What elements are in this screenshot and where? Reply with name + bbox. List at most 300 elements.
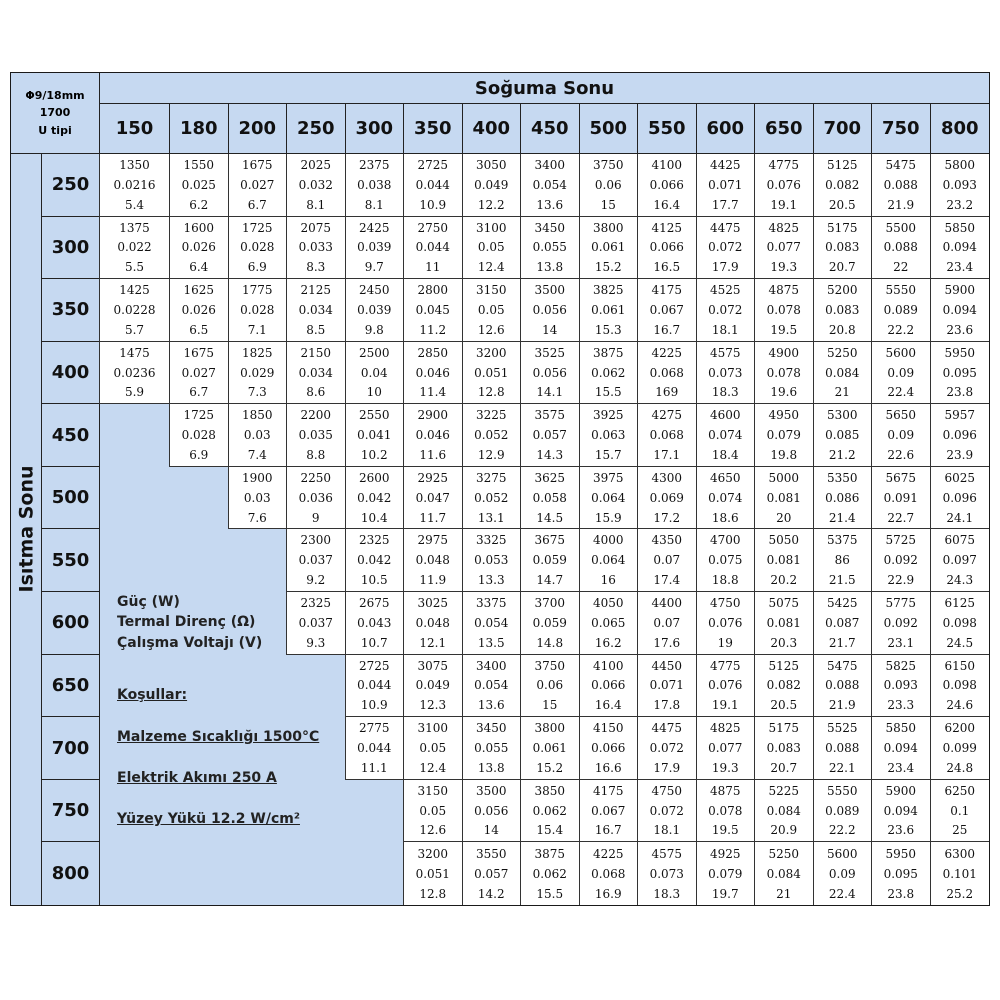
table-cell xyxy=(345,717,405,780)
cell-power: 4775 xyxy=(768,157,800,172)
cell-thermal-resistance: 0.084 xyxy=(766,866,801,881)
cell-voltage: 19.5 xyxy=(711,823,739,838)
column-header-600: 600 xyxy=(697,104,756,154)
cell-voltage: 10.9 xyxy=(360,698,388,713)
cell-power: 5475 xyxy=(826,658,858,673)
table-cell xyxy=(637,279,697,342)
table-cell xyxy=(228,342,288,405)
cell-power: 5950 xyxy=(885,846,917,861)
cell-voltage: 9.7 xyxy=(364,260,384,275)
empty-region xyxy=(100,842,404,905)
cell-power: 5600 xyxy=(885,345,917,360)
cell-thermal-resistance: 0.07 xyxy=(653,553,681,568)
table-cell xyxy=(871,592,931,655)
cell-thermal-resistance: 0.091 xyxy=(883,490,918,505)
cell-power: 5500 xyxy=(885,220,917,235)
cell-voltage: 19.7 xyxy=(711,886,739,901)
row-header-650: 650 xyxy=(42,655,100,718)
cell-power: 5075 xyxy=(768,596,800,610)
cell-voltage: 11.1 xyxy=(360,760,388,775)
cell-voltage: 17.4 xyxy=(653,573,681,588)
cell-voltage: 10.2 xyxy=(360,447,388,462)
cell-thermal-resistance: 0.064 xyxy=(591,490,626,505)
cell-thermal-resistance: 0.057 xyxy=(474,866,509,881)
cell-thermal-resistance: 0.068 xyxy=(591,866,626,881)
cell-thermal-resistance: 0.064 xyxy=(591,553,626,568)
cell-voltage: 19.1 xyxy=(711,698,739,713)
cell-power: 2550 xyxy=(358,408,390,423)
column-header-500: 500 xyxy=(580,104,639,154)
cell-thermal-resistance: 0.057 xyxy=(532,428,567,443)
cell-voltage: 5.4 xyxy=(124,197,145,212)
cell-thermal-resistance: 0.099 xyxy=(942,741,977,756)
table-cell xyxy=(813,842,873,905)
cell-voltage: 14.7 xyxy=(536,573,564,588)
cell-voltage: 21 xyxy=(776,886,792,901)
cell-voltage: 11.7 xyxy=(419,510,447,525)
table-cell xyxy=(345,467,405,530)
cell-thermal-resistance: 0.074 xyxy=(708,490,743,505)
row-header-450: 450 xyxy=(42,404,100,467)
cell-thermal-resistance: 0.088 xyxy=(825,678,860,693)
cell-thermal-resistance: 0.072 xyxy=(708,240,743,255)
table-cell xyxy=(813,217,873,280)
cell-thermal-resistance: 0.066 xyxy=(649,177,684,192)
column-header-700: 700 xyxy=(814,104,873,154)
cell-power: 2300 xyxy=(300,533,332,548)
cell-thermal-resistance: 0.068 xyxy=(649,428,684,443)
table-cell xyxy=(813,780,873,843)
table-cell xyxy=(403,529,463,592)
cell-power: 5850 xyxy=(885,721,917,736)
table-cell xyxy=(930,404,990,467)
cell-power: 4475 xyxy=(709,220,741,235)
table-cell xyxy=(813,279,873,342)
cell-power: 3675 xyxy=(534,533,566,548)
cell-power: 3325 xyxy=(475,533,507,548)
cell-thermal-resistance: 0.054 xyxy=(474,678,509,693)
cell-power: 5950 xyxy=(944,345,976,360)
cell-power: 2325 xyxy=(358,533,390,548)
cell-thermal-resistance: 0.066 xyxy=(591,678,626,693)
table-cell xyxy=(871,342,931,405)
table-cell xyxy=(462,592,522,655)
cell-thermal-resistance: 0.035 xyxy=(298,428,333,443)
row-header-550: 550 xyxy=(42,529,100,592)
cell-thermal-resistance: 0.0228 xyxy=(113,302,156,317)
table-cell xyxy=(403,467,463,530)
cell-voltage: 22.1 xyxy=(828,760,856,775)
table-cell xyxy=(520,154,580,217)
table-cell xyxy=(930,529,990,592)
cell-thermal-resistance: 0.027 xyxy=(181,365,216,380)
table-cell xyxy=(403,842,463,905)
cell-power: 5850 xyxy=(944,220,976,235)
cell-power: 5650 xyxy=(885,408,917,423)
row-header-400: 400 xyxy=(42,342,100,405)
cell-voltage: 7.1 xyxy=(247,322,267,337)
table-cell xyxy=(520,655,580,718)
table-cell xyxy=(930,842,990,905)
table-cell xyxy=(462,217,522,280)
table-cell xyxy=(930,780,990,843)
cell-thermal-resistance: 0.055 xyxy=(474,741,509,756)
column-header-250: 250 xyxy=(287,104,346,154)
cell-power: 5825 xyxy=(885,658,917,673)
cell-thermal-resistance: 0.033 xyxy=(298,240,333,255)
cell-thermal-resistance: 0.062 xyxy=(591,365,626,380)
cell-voltage: 20 xyxy=(776,510,792,525)
cell-power: 5600 xyxy=(826,846,858,861)
cell-thermal-resistance: 0.03 xyxy=(243,490,271,505)
cell-thermal-resistance: 0.072 xyxy=(708,302,743,317)
cell-power: 3100 xyxy=(475,220,507,235)
cell-thermal-resistance: 0.044 xyxy=(415,177,450,192)
cell-thermal-resistance: 0.071 xyxy=(649,678,684,693)
table-cell xyxy=(462,342,522,405)
table-cell xyxy=(696,780,756,843)
cell-voltage: 13.6 xyxy=(536,197,564,212)
cell-thermal-resistance: 0.051 xyxy=(474,365,509,380)
cell-power: 5175 xyxy=(768,721,800,736)
table-cell xyxy=(579,154,639,217)
cell-power: 3025 xyxy=(417,596,449,610)
table-cell xyxy=(813,404,873,467)
cell-voltage: 22.7 xyxy=(887,510,915,525)
cell-voltage: 16.7 xyxy=(594,823,622,838)
cell-power: 2775 xyxy=(358,721,390,736)
table-cell xyxy=(286,279,346,342)
table-cell xyxy=(345,655,405,718)
legend-electric-current: Elektrik Akımı 250 A xyxy=(117,770,277,786)
cell-power: 3700 xyxy=(534,596,566,610)
table-cell xyxy=(579,217,639,280)
cell-voltage: 16.6 xyxy=(594,760,622,775)
table-cell xyxy=(696,467,756,530)
cell-power: 2200 xyxy=(300,408,332,423)
empty-region xyxy=(100,529,287,592)
cell-power: 6075 xyxy=(944,533,976,548)
table-cell xyxy=(345,342,405,405)
cell-voltage: 12.4 xyxy=(419,760,447,775)
cell-thermal-resistance: 0.028 xyxy=(181,428,216,443)
cell-thermal-resistance: 0.095 xyxy=(883,866,918,881)
cell-thermal-resistance: 0.046 xyxy=(415,365,450,380)
row-header-300: 300 xyxy=(42,217,100,280)
cell-thermal-resistance: 0.082 xyxy=(825,177,860,192)
cell-voltage: 23.1 xyxy=(887,635,915,650)
cell-voltage: 12.4 xyxy=(477,260,505,275)
cell-power: 6300 xyxy=(944,846,976,861)
cell-power: 2975 xyxy=(417,533,449,548)
cell-voltage: 10.4 xyxy=(360,510,388,525)
cell-voltage: 7.4 xyxy=(247,447,267,462)
cell-thermal-resistance: 0.049 xyxy=(474,177,509,192)
cell-voltage: 16.4 xyxy=(653,197,681,212)
table-cell xyxy=(930,655,990,718)
cell-voltage: 8.1 xyxy=(306,197,326,212)
cell-voltage: 14.5 xyxy=(536,510,564,525)
table-cell xyxy=(637,842,697,905)
cell-voltage: 8.5 xyxy=(306,322,326,337)
cell-thermal-resistance: 0.037 xyxy=(298,615,333,630)
table-cell xyxy=(754,404,814,467)
cell-voltage: 9.8 xyxy=(364,322,384,337)
table-cell xyxy=(579,529,639,592)
cell-voltage: 22.2 xyxy=(828,823,856,838)
cell-voltage: 14.1 xyxy=(536,385,564,400)
cell-thermal-resistance: 0.056 xyxy=(532,302,567,317)
cell-thermal-resistance: 0.061 xyxy=(591,240,626,255)
table-cell xyxy=(228,467,288,530)
cell-voltage: 5.5 xyxy=(124,260,145,275)
cell-voltage: 18.3 xyxy=(711,385,739,400)
cell-thermal-resistance: 0.094 xyxy=(883,741,918,756)
corner-length: 1700 xyxy=(39,106,71,120)
cell-power: 6250 xyxy=(944,783,976,798)
cell-power: 1900 xyxy=(241,470,273,485)
table-cell xyxy=(637,217,697,280)
cell-power: 3200 xyxy=(417,846,449,861)
cell-thermal-resistance: 0.061 xyxy=(532,741,567,756)
table-cell xyxy=(754,592,814,655)
cell-power: 2725 xyxy=(358,658,390,673)
table-cell xyxy=(462,404,522,467)
cell-power: 2075 xyxy=(300,220,332,235)
cell-thermal-resistance: 0.079 xyxy=(708,866,743,881)
cell-voltage: 9.2 xyxy=(306,573,326,588)
cell-voltage: 6.7 xyxy=(247,197,267,212)
cell-voltage: 5.7 xyxy=(124,322,145,337)
cell-voltage: 16 xyxy=(600,573,616,588)
table-cell xyxy=(696,655,756,718)
cell-thermal-resistance: 0.027 xyxy=(240,177,275,192)
table-cell xyxy=(286,529,346,592)
cell-voltage: 13.8 xyxy=(477,760,505,775)
cell-thermal-resistance: 0.048 xyxy=(415,615,450,630)
cell-voltage: 7.6 xyxy=(247,510,267,525)
cell-thermal-resistance: 0.089 xyxy=(883,302,918,317)
cell-power: 3575 xyxy=(534,408,566,423)
cell-voltage: 24.8 xyxy=(946,760,974,775)
table-cell xyxy=(696,592,756,655)
table-cell xyxy=(754,467,814,530)
cell-thermal-resistance: 0.092 xyxy=(883,615,918,630)
cell-voltage: 8.6 xyxy=(306,385,326,400)
cell-voltage: 22 xyxy=(893,260,909,275)
cell-thermal-resistance: 0.042 xyxy=(357,553,392,568)
table-cell xyxy=(930,279,990,342)
table-cell xyxy=(754,154,814,217)
cell-thermal-resistance: 0.0216 xyxy=(113,177,156,192)
table-cell xyxy=(345,279,405,342)
cell-thermal-resistance: 0.053 xyxy=(474,553,509,568)
table-cell xyxy=(579,842,639,905)
cell-power: 2725 xyxy=(417,157,449,172)
cell-power: 4125 xyxy=(651,220,683,235)
table-cell xyxy=(520,717,580,780)
cell-thermal-resistance: 0.051 xyxy=(415,866,450,881)
table-cell xyxy=(813,342,873,405)
cell-thermal-resistance: 0.041 xyxy=(357,428,392,443)
table-cell xyxy=(403,279,463,342)
cell-thermal-resistance: 0.093 xyxy=(883,678,918,693)
cell-voltage: 23.8 xyxy=(946,385,974,400)
cell-power: 4875 xyxy=(709,783,741,798)
cell-power: 4650 xyxy=(709,470,741,485)
cell-power: 1600 xyxy=(183,220,215,235)
table-cell xyxy=(871,780,931,843)
cell-power: 4175 xyxy=(651,283,683,298)
cell-voltage: 23.3 xyxy=(887,698,915,713)
table-cell xyxy=(871,655,931,718)
cell-voltage: 20.7 xyxy=(828,260,856,275)
cell-thermal-resistance: 0.062 xyxy=(532,803,567,818)
row-header-250: 250 xyxy=(42,154,100,217)
cell-power: 4350 xyxy=(651,533,683,548)
row-header-800: 800 xyxy=(42,842,100,905)
cell-voltage: 6.4 xyxy=(189,260,209,275)
row-header-600: 600 xyxy=(42,592,100,655)
legend-material-temperature: Malzeme Sıcaklığı 1500°C xyxy=(117,729,320,745)
table-cell xyxy=(286,154,346,217)
table-cell xyxy=(754,842,814,905)
cell-voltage: 19.3 xyxy=(711,760,739,775)
cell-voltage: 12.8 xyxy=(419,886,447,901)
cell-power: 2125 xyxy=(300,283,332,298)
cell-voltage: 20.3 xyxy=(770,635,798,650)
table-cell xyxy=(462,467,522,530)
table-cell xyxy=(871,842,931,905)
table-cell xyxy=(930,342,990,405)
cell-voltage: 17.8 xyxy=(653,698,681,713)
table-cell xyxy=(286,342,346,405)
cell-power: 2250 xyxy=(300,470,332,485)
cell-power: 2325 xyxy=(300,596,332,610)
cell-power: 3375 xyxy=(475,596,507,610)
cell-voltage: 20.5 xyxy=(828,197,856,212)
cell-power: 5300 xyxy=(826,408,858,423)
cell-power: 4925 xyxy=(709,846,741,861)
cell-power: 1425 xyxy=(119,283,150,298)
table-cell xyxy=(520,592,580,655)
cell-power: 5957 xyxy=(944,408,976,423)
cell-thermal-resistance: 0.084 xyxy=(825,365,860,380)
table-cell xyxy=(813,592,873,655)
cell-power: 1725 xyxy=(183,408,215,423)
cell-thermal-resistance: 0.098 xyxy=(942,615,977,630)
cell-power: 5800 xyxy=(944,157,976,172)
cell-voltage: 6.9 xyxy=(247,260,267,275)
cell-power: 4875 xyxy=(768,283,800,298)
legend-thermal-resistance: Termal Direnç (Ω) xyxy=(117,614,256,630)
cell-thermal-resistance: 0.065 xyxy=(591,615,626,630)
cell-voltage: 21.9 xyxy=(828,698,856,713)
legend-operating-voltage: Çalışma Voltajı (V) xyxy=(117,635,263,651)
cell-thermal-resistance: 0.07 xyxy=(653,615,681,630)
table-cell xyxy=(462,655,522,718)
cell-thermal-resistance: 0.06 xyxy=(594,177,622,192)
cell-voltage: 12.6 xyxy=(477,322,505,337)
cell-power: 2675 xyxy=(358,596,390,610)
cell-thermal-resistance: 0.088 xyxy=(883,177,918,192)
cell-power: 4825 xyxy=(709,721,741,736)
cell-voltage: 23.9 xyxy=(946,447,974,462)
column-header-400: 400 xyxy=(463,104,522,154)
cell-power: 2850 xyxy=(417,345,449,360)
cell-thermal-resistance: 0.056 xyxy=(474,803,509,818)
cell-thermal-resistance: 0.034 xyxy=(298,365,333,380)
table-cell xyxy=(462,717,522,780)
cell-thermal-resistance: 0.06 xyxy=(536,678,564,693)
cell-voltage: 8.8 xyxy=(306,447,326,462)
cell-voltage: 19.3 xyxy=(770,260,798,275)
cell-power: 3750 xyxy=(534,658,566,673)
cell-thermal-resistance: 0.096 xyxy=(942,490,977,505)
cell-voltage: 16.5 xyxy=(653,260,681,275)
table-cell xyxy=(579,404,639,467)
cell-thermal-resistance: 0.044 xyxy=(357,741,392,756)
cell-power: 3625 xyxy=(534,470,566,485)
cell-power: 5425 xyxy=(826,596,858,610)
cell-power: 3800 xyxy=(534,721,566,736)
cell-power: 3925 xyxy=(592,408,624,423)
table-cell xyxy=(579,467,639,530)
cell-voltage: 15.5 xyxy=(536,886,564,901)
cell-voltage: 22.2 xyxy=(887,322,915,337)
cell-power: 3875 xyxy=(592,345,624,360)
table-cell xyxy=(403,154,463,217)
column-header-650: 650 xyxy=(755,104,814,154)
row-header-750: 750 xyxy=(42,780,100,843)
cell-voltage: 23.4 xyxy=(887,760,915,775)
cell-voltage: 15.2 xyxy=(536,760,564,775)
cell-voltage: 14.3 xyxy=(536,447,564,462)
cell-power: 4575 xyxy=(651,846,683,861)
column-header-550: 550 xyxy=(638,104,697,154)
cell-voltage: 18.3 xyxy=(653,886,681,901)
column-header-350: 350 xyxy=(404,104,463,154)
cell-voltage: 16.2 xyxy=(594,635,622,650)
cell-thermal-resistance: 0.045 xyxy=(415,302,450,317)
cell-power: 4525 xyxy=(709,283,741,298)
table-cell xyxy=(520,780,580,843)
cell-power: 3500 xyxy=(475,783,507,798)
cell-thermal-resistance: 0.081 xyxy=(766,615,801,630)
cell-voltage: 18.4 xyxy=(711,447,739,462)
cell-thermal-resistance: 0.03 xyxy=(243,428,271,443)
cell-power: 5125 xyxy=(826,157,858,172)
cell-thermal-resistance: 0.094 xyxy=(942,240,977,255)
cell-voltage: 20.8 xyxy=(828,322,856,337)
cell-thermal-resistance: 0.063 xyxy=(591,428,626,443)
cell-voltage: 22.4 xyxy=(887,385,915,400)
cell-voltage: 20.2 xyxy=(770,573,798,588)
row-header-700: 700 xyxy=(42,717,100,780)
cell-power: 5000 xyxy=(768,470,800,485)
table-cell xyxy=(579,655,639,718)
empty-region xyxy=(100,467,229,530)
cell-thermal-resistance: 86 xyxy=(834,553,850,568)
cell-voltage: 16.4 xyxy=(594,698,622,713)
cell-thermal-resistance: 0.028 xyxy=(240,240,275,255)
cell-thermal-resistance: 0.039 xyxy=(357,240,392,255)
cell-thermal-resistance: 0.078 xyxy=(766,365,801,380)
cell-power: 1625 xyxy=(183,283,215,298)
cell-thermal-resistance: 0.047 xyxy=(415,490,450,505)
table-cell xyxy=(403,342,463,405)
cell-thermal-resistance: 0.04 xyxy=(360,365,388,380)
